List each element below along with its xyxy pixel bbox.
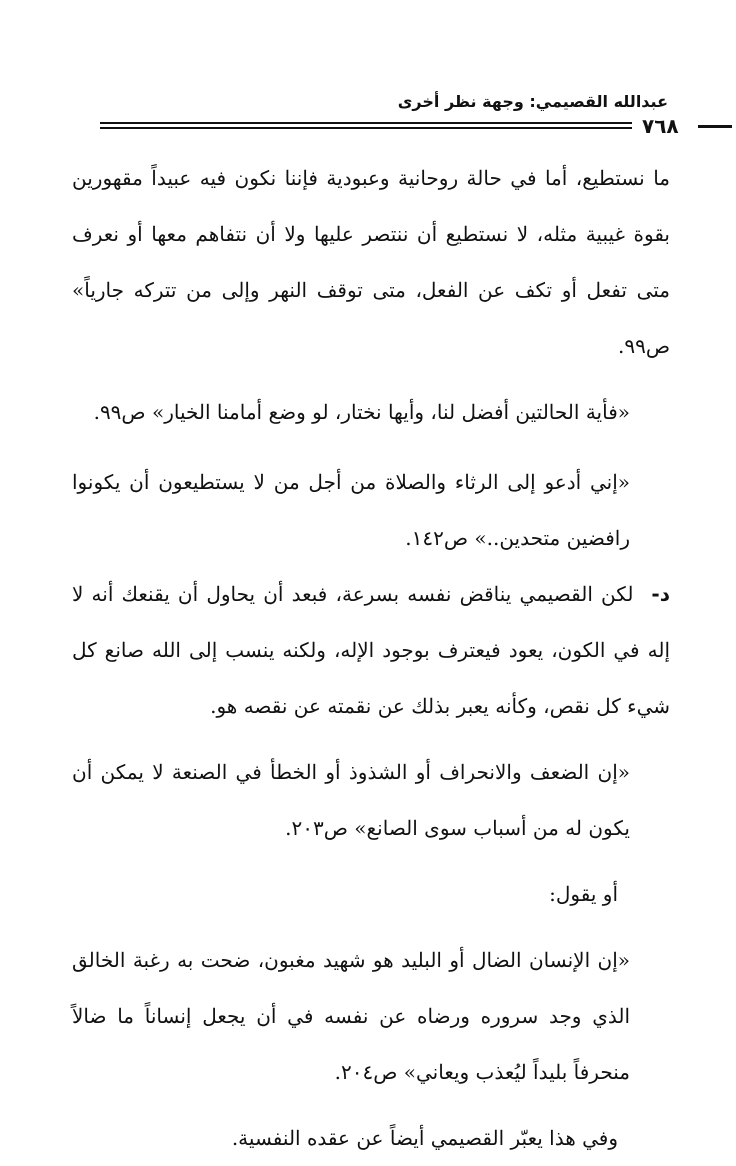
running-header-title: عبدالله القصيمي: وجهة نظر أخرى: [397, 92, 668, 111]
page-number: ٧٦٨: [642, 114, 679, 138]
header-rule: [100, 122, 632, 129]
paragraph-continuation: ما نستطيع، أما في حالة روحانية وعبودية فإننا نكون فيه عبيداً مقهورين بقوة غيبية مثله، لا نستطيع أن ننتصر عليها ولا أن نتفاهم معها أو نعرف متى تفعل أو تكف عن الفعل، متى توقف النهر وإلى من تتركه جارياً» ص٩٩.: [72, 166, 670, 358]
closing-paragraph: وفي هذا يعبّر القصيمي أيضاً عن عقده النفسية.: [231, 1126, 618, 1150]
quote-paragraph: «إني أدعو إلى الرثاء والصلاة من أجل من لا يستطيعون أن يكونوا رافضين متحدين..» ص١٤٢.: [72, 470, 630, 550]
page-body: [72, 150, 670, 1166]
list-item-paragraph: [72, 566, 670, 734]
quote-paragraph: «فأية الحالتين أفضل لنا، وأيها نختار، لو وضع أمامنا الخيار» ص٩٩.: [93, 400, 630, 424]
header-rule-tail: [698, 125, 732, 128]
intro-line: أو يقول:: [549, 882, 618, 906]
quote-paragraph: «إن الضعف والانحراف أو الشذوذ أو الخطأ في الصنعة لا يمكن أن يكون له من أسباب سوى الصانع» ص٢٠٣.: [72, 760, 630, 840]
list-item-marker: د-: [651, 582, 670, 606]
quote-paragraph: «إن الإنسان الضال أو البليد هو شهيد مغبون، ضحت به رغبة الخالق الذي وجد سروره ورضاه عن نفسه في أن يجعل إنساناً ما ضالاً منحرفاً بليداً ليُعذب ويعاني» ص٢٠٤.: [72, 948, 630, 1084]
list-item-text: لكن القصيمي يناقض نفسه بسرعة، فبعد أن يحاول أن يقنعك أنه لا إله في الكون، يعود فيعترف بوجود الإله، ولكنه ينسب إلى الله صانع كل شيء كل نقص، وكأنه يعبر بذلك عن نقمته عن نقصه هو.: [72, 582, 670, 718]
